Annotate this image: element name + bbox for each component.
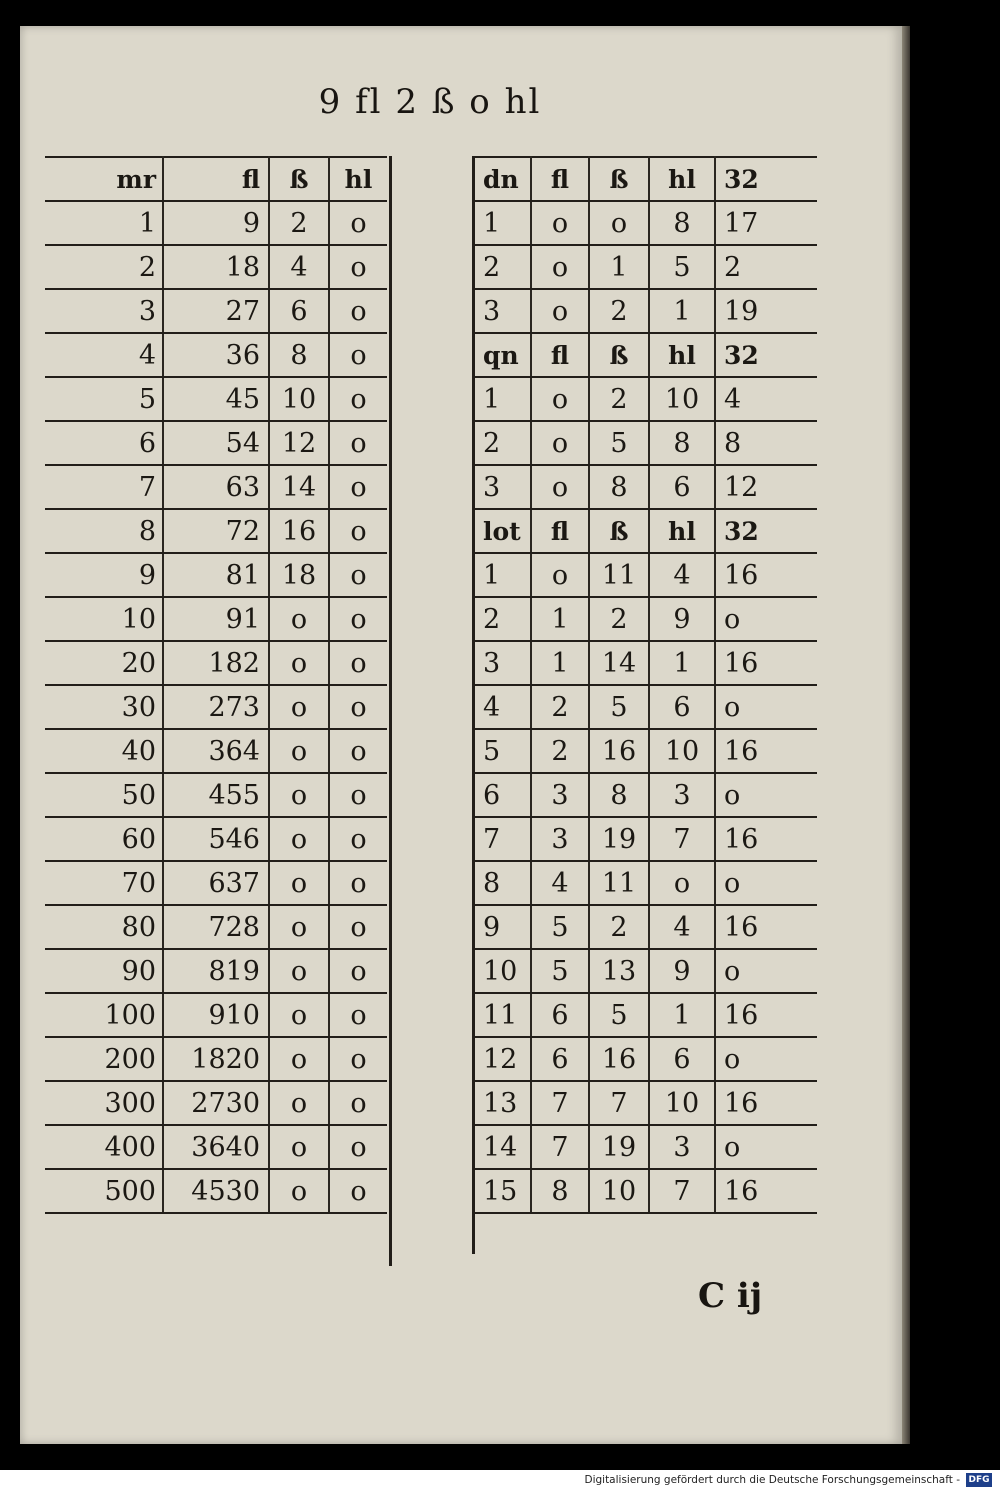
table-cell: o: [531, 201, 589, 245]
table-row: [45, 465, 387, 509]
column-header: qn: [475, 333, 531, 377]
table-cell: o: [715, 597, 817, 641]
table-cell: 6: [649, 1037, 715, 1081]
table-cell: 2: [269, 201, 329, 245]
table-cell: 3: [475, 465, 531, 509]
table-cell: 19: [589, 1125, 649, 1169]
table-cell: 2: [589, 905, 649, 949]
table-cell: o: [269, 993, 329, 1037]
page-edge: [902, 26, 910, 1444]
right-table-body: [475, 157, 817, 1213]
table-row: [475, 1125, 817, 1169]
table-cell: 91: [163, 597, 269, 641]
table-cell: 4: [269, 245, 329, 289]
table-cell: 3: [475, 641, 531, 685]
table-cell: o: [329, 333, 387, 377]
table-cell: o: [269, 1169, 329, 1213]
table-cell: o: [329, 1081, 387, 1125]
footer-bar: [0, 1470, 1000, 1492]
table-cell: 728: [163, 905, 269, 949]
table-row: [45, 993, 387, 1037]
table-row: [45, 245, 387, 289]
table-header-row: [45, 157, 387, 201]
table-row: [45, 597, 387, 641]
table-row: [475, 949, 817, 993]
table-cell: o: [329, 377, 387, 421]
table-cell: 3: [531, 773, 589, 817]
table-row: [475, 773, 817, 817]
table-cell: 2730: [163, 1081, 269, 1125]
table-cell: o: [715, 1125, 817, 1169]
table-cell: 500: [45, 1169, 163, 1213]
table-cell: 36: [163, 333, 269, 377]
table-cell: 12: [715, 465, 817, 509]
table-row: [45, 861, 387, 905]
table-cell: 4530: [163, 1169, 269, 1213]
table-cell: 16: [715, 993, 817, 1037]
table-row: [45, 905, 387, 949]
column-header: hl: [649, 157, 715, 201]
table-row: [45, 1125, 387, 1169]
column-header: ß: [589, 333, 649, 377]
table-row: [475, 245, 817, 289]
table-cell: 7: [589, 1081, 649, 1125]
table-cell: o: [329, 993, 387, 1037]
table-row: [45, 553, 387, 597]
table-cell: o: [329, 861, 387, 905]
table-row: [45, 509, 387, 553]
book-page: [20, 26, 902, 1444]
table-cell: 9: [45, 553, 163, 597]
table-cell: 400: [45, 1125, 163, 1169]
table-row: [475, 289, 817, 333]
table-cell: o: [269, 729, 329, 773]
table-cell: 18: [163, 245, 269, 289]
table-cell: 2: [589, 377, 649, 421]
table-cell: 7: [531, 1081, 589, 1125]
table-cell: 2: [45, 245, 163, 289]
table-cell: o: [715, 1037, 817, 1081]
table-cell: o: [715, 773, 817, 817]
table-cell: o: [269, 949, 329, 993]
table-cell: 20: [45, 641, 163, 685]
table-cell: o: [269, 817, 329, 861]
table-row: [45, 333, 387, 377]
table-cell: 18: [269, 553, 329, 597]
table-cell: o: [329, 509, 387, 553]
table-cell: 1820: [163, 1037, 269, 1081]
table-cell: 7: [45, 465, 163, 509]
table-cell: 90: [45, 949, 163, 993]
table-cell: o: [715, 949, 817, 993]
column-header: hl: [649, 509, 715, 553]
table-cell: 12: [269, 421, 329, 465]
table-cell: 7: [649, 1169, 715, 1213]
table-cell: o: [329, 1037, 387, 1081]
table-cell: 5: [589, 993, 649, 1037]
table-cell: 5: [589, 421, 649, 465]
table-cell: 8: [45, 509, 163, 553]
table-header-row: [475, 157, 817, 201]
table-cell: 6: [269, 289, 329, 333]
table-cell: o: [329, 201, 387, 245]
table-cell: o: [531, 289, 589, 333]
table-cell: 5: [531, 949, 589, 993]
table-row: [475, 817, 817, 861]
table-cell: 1: [589, 245, 649, 289]
table-row: [475, 1081, 817, 1125]
table-row: [45, 685, 387, 729]
table-cell: 3: [475, 289, 531, 333]
table-cell: 9: [163, 201, 269, 245]
table-cell: 13: [589, 949, 649, 993]
table-cell: o: [269, 861, 329, 905]
table-cell: 11: [589, 553, 649, 597]
table-cell: o: [329, 817, 387, 861]
table-cell: 1: [649, 289, 715, 333]
table-cell: o: [329, 421, 387, 465]
dfg-logo: DFG: [966, 1473, 992, 1487]
table-cell: 7: [649, 817, 715, 861]
table-cell: 14: [475, 1125, 531, 1169]
table-cell: 10: [649, 1081, 715, 1125]
table-cell: 9: [649, 597, 715, 641]
table-cell: 16: [715, 641, 817, 685]
table-cell: 200: [45, 1037, 163, 1081]
left-table-rule: [389, 156, 392, 1266]
table-cell: 13: [475, 1081, 531, 1125]
right-conversion-table: [475, 156, 817, 1214]
table-cell: 72: [163, 509, 269, 553]
table-cell: o: [329, 465, 387, 509]
table-cell: 10: [269, 377, 329, 421]
table-cell: 455: [163, 773, 269, 817]
table-row: [475, 553, 817, 597]
table-cell: 6: [475, 773, 531, 817]
table-row: [475, 905, 817, 949]
table-cell: 6: [649, 685, 715, 729]
table-row: [45, 1169, 387, 1213]
column-header: dn: [475, 157, 531, 201]
table-cell: 14: [589, 641, 649, 685]
table-cell: 7: [475, 817, 531, 861]
table-row: [475, 861, 817, 905]
column-header: fl: [163, 157, 269, 201]
table-row: [475, 729, 817, 773]
column-header: lot: [475, 509, 531, 553]
column-header: fl: [531, 509, 589, 553]
table-cell: 8: [649, 421, 715, 465]
table-cell: o: [329, 1169, 387, 1213]
table-cell: 1: [45, 201, 163, 245]
table-cell: 19: [715, 289, 817, 333]
table-cell: 1: [475, 553, 531, 597]
column-header: fl: [531, 157, 589, 201]
table-cell: 2: [589, 289, 649, 333]
table-cell: 4: [45, 333, 163, 377]
table-cell: 182: [163, 641, 269, 685]
running-head: 9 fl 2 ß o hl: [318, 82, 542, 122]
table-cell: o: [531, 553, 589, 597]
table-cell: 5: [45, 377, 163, 421]
table-cell: 4: [649, 905, 715, 949]
table-cell: 2: [531, 729, 589, 773]
table-cell: 5: [531, 905, 589, 949]
table-cell: 910: [163, 993, 269, 1037]
table-row: [45, 817, 387, 861]
table-cell: 8: [269, 333, 329, 377]
table-cell: 16: [589, 729, 649, 773]
table-cell: 45: [163, 377, 269, 421]
table-cell: 273: [163, 685, 269, 729]
table-cell: 2: [531, 685, 589, 729]
table-cell: 9: [649, 949, 715, 993]
table-cell: 50: [45, 773, 163, 817]
table-cell: o: [329, 949, 387, 993]
table-cell: o: [531, 465, 589, 509]
table-cell: o: [329, 597, 387, 641]
table-cell: 60: [45, 817, 163, 861]
table-cell: o: [531, 421, 589, 465]
table-cell: 10: [589, 1169, 649, 1213]
table-cell: o: [329, 773, 387, 817]
table-cell: o: [329, 553, 387, 597]
table-cell: 16: [269, 509, 329, 553]
table-cell: 2: [715, 245, 817, 289]
column-header: ß: [269, 157, 329, 201]
table-cell: 5: [475, 729, 531, 773]
table-row: [45, 201, 387, 245]
table-cell: 1: [475, 377, 531, 421]
table-cell: 9: [475, 905, 531, 949]
table-cell: o: [715, 685, 817, 729]
table-cell: 4: [715, 377, 817, 421]
table-cell: 6: [531, 993, 589, 1037]
table-row: [475, 1169, 817, 1213]
table-cell: 5: [649, 245, 715, 289]
table-cell: 3: [649, 1125, 715, 1169]
table-cell: o: [269, 641, 329, 685]
table-cell: o: [269, 597, 329, 641]
table-cell: o: [329, 289, 387, 333]
table-cell: 2: [475, 597, 531, 641]
table-row: [475, 641, 817, 685]
table-cell: 300: [45, 1081, 163, 1125]
table-cell: 3640: [163, 1125, 269, 1169]
table-cell: 19: [589, 817, 649, 861]
table-cell: 16: [715, 553, 817, 597]
table-cell: 2: [475, 421, 531, 465]
table-cell: 11: [589, 861, 649, 905]
column-header: mr: [45, 157, 163, 201]
table-row: [475, 1037, 817, 1081]
table-row: [475, 597, 817, 641]
table-cell: o: [269, 905, 329, 949]
table-cell: o: [329, 1125, 387, 1169]
table-cell: 54: [163, 421, 269, 465]
table-cell: 81: [163, 553, 269, 597]
table-cell: 40: [45, 729, 163, 773]
table-row: [45, 1037, 387, 1081]
table-cell: 7: [531, 1125, 589, 1169]
column-header: 32: [715, 157, 817, 201]
table-cell: 546: [163, 817, 269, 861]
table-cell: 8: [589, 465, 649, 509]
table-row: [475, 421, 817, 465]
table-row: [475, 685, 817, 729]
table-cell: o: [269, 773, 329, 817]
table-cell: 11: [475, 993, 531, 1037]
table-row: [475, 377, 817, 421]
table-cell: 80: [45, 905, 163, 949]
table-cell: 6: [649, 465, 715, 509]
table-cell: 3: [531, 817, 589, 861]
table-cell: 12: [475, 1037, 531, 1081]
table-cell: 100: [45, 993, 163, 1037]
table-cell: o: [329, 905, 387, 949]
column-header: 32: [715, 333, 817, 377]
column-header: 32: [715, 509, 817, 553]
table-cell: 637: [163, 861, 269, 905]
table-cell: 10: [475, 949, 531, 993]
table-cell: 4: [649, 553, 715, 597]
table-row: [45, 729, 387, 773]
table-row: [45, 949, 387, 993]
table-cell: 1: [531, 597, 589, 641]
table-cell: 1: [649, 993, 715, 1037]
table-cell: o: [269, 1081, 329, 1125]
table-cell: 8: [649, 201, 715, 245]
table-cell: 1: [475, 201, 531, 245]
table-cell: o: [269, 1125, 329, 1169]
table-cell: o: [269, 1037, 329, 1081]
table-cell: o: [531, 377, 589, 421]
table-cell: o: [269, 685, 329, 729]
table-cell: 364: [163, 729, 269, 773]
footer-credit: Digitalisierung gefördert durch die Deutsche Forschungsgemeinschaft -: [584, 1474, 960, 1486]
table-cell: o: [649, 861, 715, 905]
table-cell: 16: [715, 729, 817, 773]
table-cell: 3: [649, 773, 715, 817]
table-row: [45, 773, 387, 817]
table-cell: o: [715, 861, 817, 905]
table-row: [45, 377, 387, 421]
table-cell: 6: [45, 421, 163, 465]
column-header: fl: [531, 333, 589, 377]
table-cell: 1: [531, 641, 589, 685]
table-row: [475, 465, 817, 509]
table-cell: 10: [649, 377, 715, 421]
table-cell: 4: [531, 861, 589, 905]
table-row: [45, 289, 387, 333]
left-table-body: [45, 157, 387, 1213]
table-cell: 8: [531, 1169, 589, 1213]
table-cell: 10: [45, 597, 163, 641]
table-cell: 30: [45, 685, 163, 729]
table-cell: 3: [45, 289, 163, 333]
table-cell: 17: [715, 201, 817, 245]
table-cell: 70: [45, 861, 163, 905]
table-cell: 16: [715, 905, 817, 949]
table-row: [475, 993, 817, 1037]
table-cell: 8: [715, 421, 817, 465]
table-row: [45, 1081, 387, 1125]
table-header-row: [475, 509, 817, 553]
table-cell: 6: [531, 1037, 589, 1081]
table-row: [45, 641, 387, 685]
table-header-row: [475, 333, 817, 377]
table-cell: 5: [589, 685, 649, 729]
table-cell: 819: [163, 949, 269, 993]
column-header: ß: [589, 509, 649, 553]
table-cell: 4: [475, 685, 531, 729]
table-row: [475, 201, 817, 245]
table-cell: o: [329, 641, 387, 685]
table-row: [45, 421, 387, 465]
table-cell: 16: [589, 1037, 649, 1081]
left-conversion-table: [45, 156, 387, 1214]
table-cell: o: [329, 729, 387, 773]
table-cell: o: [329, 685, 387, 729]
table-cell: o: [531, 245, 589, 289]
table-cell: 14: [269, 465, 329, 509]
table-cell: 16: [715, 1081, 817, 1125]
table-cell: 8: [475, 861, 531, 905]
column-header: ß: [589, 157, 649, 201]
table-cell: 16: [715, 817, 817, 861]
signature-mark: C ij: [698, 1276, 763, 1316]
table-cell: 2: [589, 597, 649, 641]
table-cell: o: [329, 245, 387, 289]
table-cell: 10: [649, 729, 715, 773]
table-cell: 8: [589, 773, 649, 817]
table-cell: o: [589, 201, 649, 245]
table-cell: 2: [475, 245, 531, 289]
table-cell: 16: [715, 1169, 817, 1213]
table-cell: 15: [475, 1169, 531, 1213]
table-cell: 1: [649, 641, 715, 685]
column-header: hl: [649, 333, 715, 377]
column-header: hl: [329, 157, 387, 201]
table-cell: 63: [163, 465, 269, 509]
table-cell: 27: [163, 289, 269, 333]
